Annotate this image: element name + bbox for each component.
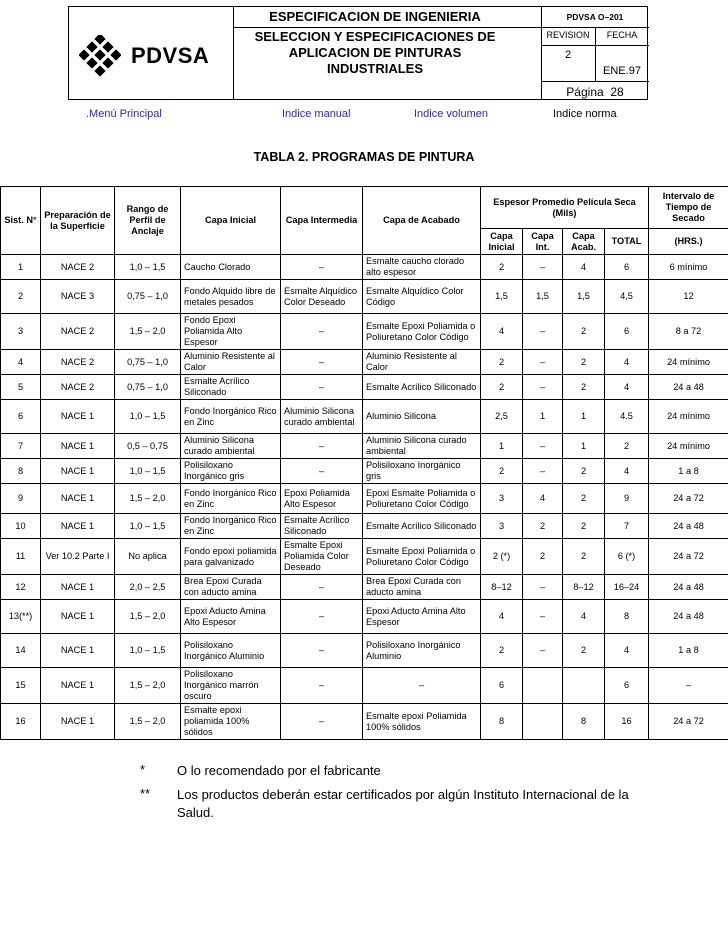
cell-total: 4 — [605, 634, 649, 668]
cell-acabado: Aluminio Silicona — [363, 400, 481, 434]
cell-e-acab: 2 — [563, 314, 605, 350]
cell-e-ini: 8–12 — [481, 575, 523, 600]
cell-e-ini: 2 (*) — [481, 539, 523, 575]
cell-rango: 1,0 – 1,5 — [115, 255, 181, 280]
cell-e-acab: 8 — [563, 704, 605, 740]
cell-total: 6 (*) — [605, 539, 649, 575]
cell-prep: NACE 1 — [41, 514, 115, 539]
cell-intervalo: 24 mínimo — [649, 400, 728, 434]
cell-acabado: Aluminio Silicona curado ambiental — [363, 434, 481, 459]
cell-rango: 2,0 – 2,5 — [115, 575, 181, 600]
indice-norma-link[interactable]: Indice norma — [553, 108, 617, 120]
cell-intervalo: 1 a 8 — [649, 459, 728, 484]
cell-inicial: Fondo Inorgánico Rico en Zinc — [181, 514, 281, 539]
cell-acabado: Esmalte Alquídico Color Código — [363, 280, 481, 314]
cell-e-int: 2 — [523, 539, 563, 575]
revision-label: REVISION — [546, 30, 590, 40]
cell-e-int: – — [523, 575, 563, 600]
cell-intermedia: – — [281, 314, 363, 350]
cell-intervalo: 24 a 48 — [649, 600, 728, 634]
cell-acabado: Polisiloxano Inorgánico gris — [363, 459, 481, 484]
cell-sist: 4 — [1, 350, 41, 375]
table-row — [1, 314, 728, 350]
cell-e-acab: 2 — [563, 350, 605, 375]
cell-total: 4 — [605, 375, 649, 400]
cell-inicial: Esmalte Acrílico Siliconado — [181, 375, 281, 400]
cell-rango: 1,0 – 1,5 — [115, 459, 181, 484]
cell-e-acab: 1 — [563, 400, 605, 434]
cell-rango: 1,0 – 1,5 — [115, 634, 181, 668]
cell-e-ini: 2 — [481, 375, 523, 400]
pdvsa-logo-icon — [79, 35, 121, 79]
cell-prep: NACE 1 — [41, 400, 115, 434]
cell-e-acab: 4 — [563, 600, 605, 634]
cell-intermedia: Esmalte Alquídico Color Deseado — [281, 280, 363, 314]
table-row — [1, 600, 728, 634]
cell-intermedia: – — [281, 434, 363, 459]
cell-sist: 9 — [1, 484, 41, 514]
cell-intermedia: – — [281, 704, 363, 740]
cell-rango: 1,5 – 2,0 — [115, 668, 181, 704]
cell-intervalo: 6 mínimo — [649, 255, 728, 280]
cell-e-acab: 1,5 — [563, 280, 605, 314]
cell-e-ini: 2 — [481, 255, 523, 280]
cell-prep: Ver 10.2 Parte I — [41, 539, 115, 575]
cell-e-int: – — [523, 350, 563, 375]
cell-rango: No aplica — [115, 539, 181, 575]
cell-sist: 14 — [1, 634, 41, 668]
cell-intervalo: 24 a 48 — [649, 514, 728, 539]
cell-sist: 3 — [1, 314, 41, 350]
cell-sist: 12 — [1, 575, 41, 600]
cell-sist: 15 — [1, 668, 41, 704]
header-sist: Sist. N° — [1, 187, 41, 255]
cell-intervalo: 24 a 72 — [649, 484, 728, 514]
cell-intervalo: 24 a 72 — [649, 704, 728, 740]
cell-intermedia: – — [281, 600, 363, 634]
cell-total: 6 — [605, 668, 649, 704]
cell-total: 6 — [605, 255, 649, 280]
cell-inicial: Polisiloxano Inorgánico marrón oscuro — [181, 668, 281, 704]
cell-acabado: Epoxi Esmalte Poliamida o Poliuretano Color Código — [363, 484, 481, 514]
header-preparacion: Preparación de la Superficie — [41, 187, 115, 255]
cell-rango: 0,75 – 1,0 — [115, 280, 181, 314]
cell-e-int: – — [523, 634, 563, 668]
cell-e-acab — [563, 668, 605, 704]
cell-rango: 1,5 – 2,0 — [115, 314, 181, 350]
cell-e-ini: 4 — [481, 314, 523, 350]
cell-inicial: Polisiloxano Inorgánico Aluminio — [181, 634, 281, 668]
cell-acabado: Esmalte Epoxi Poliamida o Poliuretano Color Código — [363, 539, 481, 575]
header-total: TOTAL — [605, 229, 649, 255]
document-header — [68, 6, 648, 100]
cell-acabado: Aluminio Resistente al Calor — [363, 350, 481, 375]
cell-inicial: Fondo Inorgánico Rico en Zinc — [181, 400, 281, 434]
cell-total: 4,5 — [605, 280, 649, 314]
cell-inicial: Polisiloxano Inorgánico gris — [181, 459, 281, 484]
header-rango: Rango de Perfil de Anclaje — [115, 187, 181, 255]
cell-rango: 0,5 – 0,75 — [115, 434, 181, 459]
cell-total: 7 — [605, 514, 649, 539]
note-text-1: O lo recomendado por el fabricante — [177, 763, 381, 778]
date-value: ENE.97 — [603, 65, 641, 77]
cell-e-ini: 3 — [481, 484, 523, 514]
cell-prep: NACE 2 — [41, 314, 115, 350]
cell-intermedia: – — [281, 668, 363, 704]
header-hrs: (HRS.) — [649, 229, 728, 255]
cell-total: 6 — [605, 314, 649, 350]
cell-prep: NACE 2 — [41, 255, 115, 280]
cell-inicial: Fondo Alquido libre de metales pesados — [181, 280, 281, 314]
cell-e-acab: 2 — [563, 459, 605, 484]
cell-inicial: Fondo Inorgánico Rico en Zinc — [181, 484, 281, 514]
table-title: TABLA 2. PROGRAMAS DE PINTURA — [253, 150, 475, 164]
cell-intermedia: – — [281, 634, 363, 668]
cell-e-ini: 2 — [481, 459, 523, 484]
cell-e-ini: 2,5 — [481, 400, 523, 434]
cell-inicial: Aluminio Silicona curado ambiental — [181, 434, 281, 459]
cell-sist: 10 — [1, 514, 41, 539]
cell-total: 4 — [605, 350, 649, 375]
cell-sist: 16 — [1, 704, 41, 740]
indice-volumen-link[interactable]: Indice volumen — [414, 108, 488, 120]
cell-e-acab: 8–12 — [563, 575, 605, 600]
brand-name: PDVSA — [131, 43, 210, 68]
cell-intervalo: 24 mínimo — [649, 434, 728, 459]
cell-prep: NACE 2 — [41, 350, 115, 375]
cell-e-int: – — [523, 459, 563, 484]
cell-prep: NACE 2 — [41, 375, 115, 400]
document-title: ESPECIFICACION DE INGENIERIA — [269, 9, 481, 24]
cell-intermedia: Aluminio Silicona curado ambiental — [281, 400, 363, 434]
cell-intermedia: – — [281, 255, 363, 280]
table-row — [1, 575, 728, 600]
cell-intermedia: – — [281, 350, 363, 375]
cell-prep: NACE 1 — [41, 484, 115, 514]
cell-inicial: Fondo Epoxi Poliamida Alto Espesor — [181, 314, 281, 350]
cell-intervalo: 24 mínimo — [649, 350, 728, 375]
cell-rango: 1,0 – 1,5 — [115, 514, 181, 539]
cell-e-int: – — [523, 434, 563, 459]
cell-intermedia: – — [281, 575, 363, 600]
cell-prep: NACE 1 — [41, 668, 115, 704]
table-row — [1, 704, 728, 740]
cell-intervalo: 24 a 48 — [649, 375, 728, 400]
table-row — [1, 514, 728, 539]
cell-intervalo: 24 a 72 — [649, 539, 728, 575]
cell-acabado: – — [363, 668, 481, 704]
cell-acabado: Esmalte caucho clorado alto espesor — [363, 255, 481, 280]
table-row — [1, 255, 728, 280]
cell-intermedia: Esmalte Acrílico Siliconado — [281, 514, 363, 539]
cell-acabado: Epoxi Aducto Amina Alto Espesor — [363, 600, 481, 634]
cell-rango: 1,0 – 1,5 — [115, 400, 181, 434]
table-row — [1, 484, 728, 514]
cell-total: 4.5 — [605, 400, 649, 434]
menu-principal-link[interactable]: .Menú Principal — [86, 108, 162, 120]
table-row — [1, 400, 728, 434]
cell-acabado: Esmalte Acrílico Siliconado — [363, 514, 481, 539]
cell-rango: 1,5 – 2,0 — [115, 600, 181, 634]
table-row — [1, 434, 728, 459]
table-row — [1, 668, 728, 704]
cell-acabado: Brea Epoxi Curada con aducto amina — [363, 575, 481, 600]
note-text-2: Los productos deberán estar certificados por algún Instituto Internacional de la Salud. — [177, 787, 629, 820]
cell-e-int: – — [523, 600, 563, 634]
cell-inicial: Aluminio Resistente al Calor — [181, 350, 281, 375]
table-body — [1, 255, 728, 740]
cell-e-ini: 8 — [481, 704, 523, 740]
cell-total: 8 — [605, 600, 649, 634]
cell-e-int: – — [523, 255, 563, 280]
cell-e-int: 4 — [523, 484, 563, 514]
header-espesor: Espesor Promedio Película Seca (Mils) — [481, 187, 649, 229]
cell-sist: 6 — [1, 400, 41, 434]
cell-total: 16–24 — [605, 575, 649, 600]
table-row — [1, 375, 728, 400]
cell-prep: NACE 1 — [41, 634, 115, 668]
cell-sist: 13(**) — [1, 600, 41, 634]
table-row — [1, 350, 728, 375]
cell-total: 4 — [605, 459, 649, 484]
cell-total: 2 — [605, 434, 649, 459]
cell-e-int — [523, 668, 563, 704]
cell-rango: 0,75 – 1,0 — [115, 375, 181, 400]
document-subtitle: SELECCION Y ESPECIFICACIONES DE APLICACION DE PINTURAS INDUSTRIALES — [254, 29, 496, 76]
table-row — [1, 280, 728, 314]
cell-e-acab: 2 — [563, 484, 605, 514]
cell-e-int: – — [523, 314, 563, 350]
header-e-acab: Capa Acab. — [563, 229, 605, 255]
cell-intermedia: Epoxi Poliamida Alto Espesor — [281, 484, 363, 514]
cell-e-acab: 2 — [563, 375, 605, 400]
cell-acabado: Polisiloxano Inorgánico Aluminio — [363, 634, 481, 668]
note-mark-1: * — [140, 762, 146, 777]
cell-inicial: Fondo epoxi poliamida para galvanizado — [181, 539, 281, 575]
cell-sist: 2 — [1, 280, 41, 314]
table-row — [1, 634, 728, 668]
cell-e-acab: 2 — [563, 514, 605, 539]
cell-prep: NACE 3 — [41, 280, 115, 314]
header-capa-inicial: Capa Inicial — [181, 187, 281, 255]
cell-sist: 1 — [1, 255, 41, 280]
cell-e-ini: 2 — [481, 350, 523, 375]
cell-inicial: Esmalte epoxi poliamida 100% sólidos — [181, 704, 281, 740]
cell-prep: NACE 1 — [41, 459, 115, 484]
cell-total: 9 — [605, 484, 649, 514]
cell-e-int: – — [523, 375, 563, 400]
cell-inicial: Caucho Clorado — [181, 255, 281, 280]
cell-e-acab: 2 — [563, 634, 605, 668]
header-e-int: Capa Int. — [523, 229, 563, 255]
cell-acabado: Esmalte Acrílico Siliconado — [363, 375, 481, 400]
table-row — [1, 539, 728, 575]
cell-intermedia: Esmalte Epoxi Poliamida Color Deseado — [281, 539, 363, 575]
cell-intervalo: 8 a 72 — [649, 314, 728, 350]
revision-value: 2 — [564, 49, 572, 61]
indice-manual-link[interactable]: Indice manual — [282, 108, 351, 120]
cell-prep: NACE 1 — [41, 575, 115, 600]
cell-e-acab: 4 — [563, 255, 605, 280]
cell-rango: 1,5 – 2,0 — [115, 484, 181, 514]
cell-e-acab: 2 — [563, 539, 605, 575]
cell-intervalo: 24 a 48 — [649, 575, 728, 600]
header-capa-acabado: Capa de Acabado — [363, 187, 481, 255]
header-capa-intermedia: Capa Intermedia — [281, 187, 363, 255]
cell-acabado: Esmalte epoxi Poliamida 100% sólidos — [363, 704, 481, 740]
cell-e-int: 1,5 — [523, 280, 563, 314]
cell-inicial: Epoxi Aducto Amina Alto Espesor — [181, 600, 281, 634]
table-row — [1, 459, 728, 484]
page-indicator: Página 28 — [566, 85, 624, 99]
header-intervalo: Intervalo de Tiempo de Secado — [649, 187, 728, 229]
cell-rango: 1,5 – 2,0 — [115, 704, 181, 740]
cell-e-ini: 1 — [481, 434, 523, 459]
cell-inicial: Brea Epoxi Curada con aducto amina — [181, 575, 281, 600]
cell-prep: NACE 1 — [41, 600, 115, 634]
cell-intervalo: 12 — [649, 280, 728, 314]
cell-sist: 5 — [1, 375, 41, 400]
cell-e-ini: 1,5 — [481, 280, 523, 314]
cell-total: 16 — [605, 704, 649, 740]
cell-acabado: Esmalte Epoxi Poliamida o Poliuretano Color Código — [363, 314, 481, 350]
cell-prep: NACE 1 — [41, 704, 115, 740]
cell-e-int: 2 — [523, 514, 563, 539]
cell-rango: 0,75 – 1,0 — [115, 350, 181, 375]
cell-e-ini: 2 — [481, 634, 523, 668]
header-e-inicial: Capa Inicial — [481, 229, 523, 255]
cell-e-int — [523, 704, 563, 740]
paint-programs-table — [0, 186, 728, 740]
cell-intervalo: – — [649, 668, 728, 704]
cell-e-acab: 1 — [563, 434, 605, 459]
cell-e-ini: 6 — [481, 668, 523, 704]
note-mark-2: ** — [140, 786, 151, 801]
cell-sist: 8 — [1, 459, 41, 484]
cell-e-int: 1 — [523, 400, 563, 434]
cell-e-ini: 4 — [481, 600, 523, 634]
document-code: PDVSA O–201 — [566, 12, 624, 22]
cell-intervalo: 1 a 8 — [649, 634, 728, 668]
cell-prep: NACE 1 — [41, 434, 115, 459]
cell-sist: 7 — [1, 434, 41, 459]
date-label: FECHA — [606, 30, 638, 40]
cell-intermedia: – — [281, 459, 363, 484]
cell-e-ini: 3 — [481, 514, 523, 539]
cell-sist: 11 — [1, 539, 41, 575]
cell-intermedia: – — [281, 375, 363, 400]
